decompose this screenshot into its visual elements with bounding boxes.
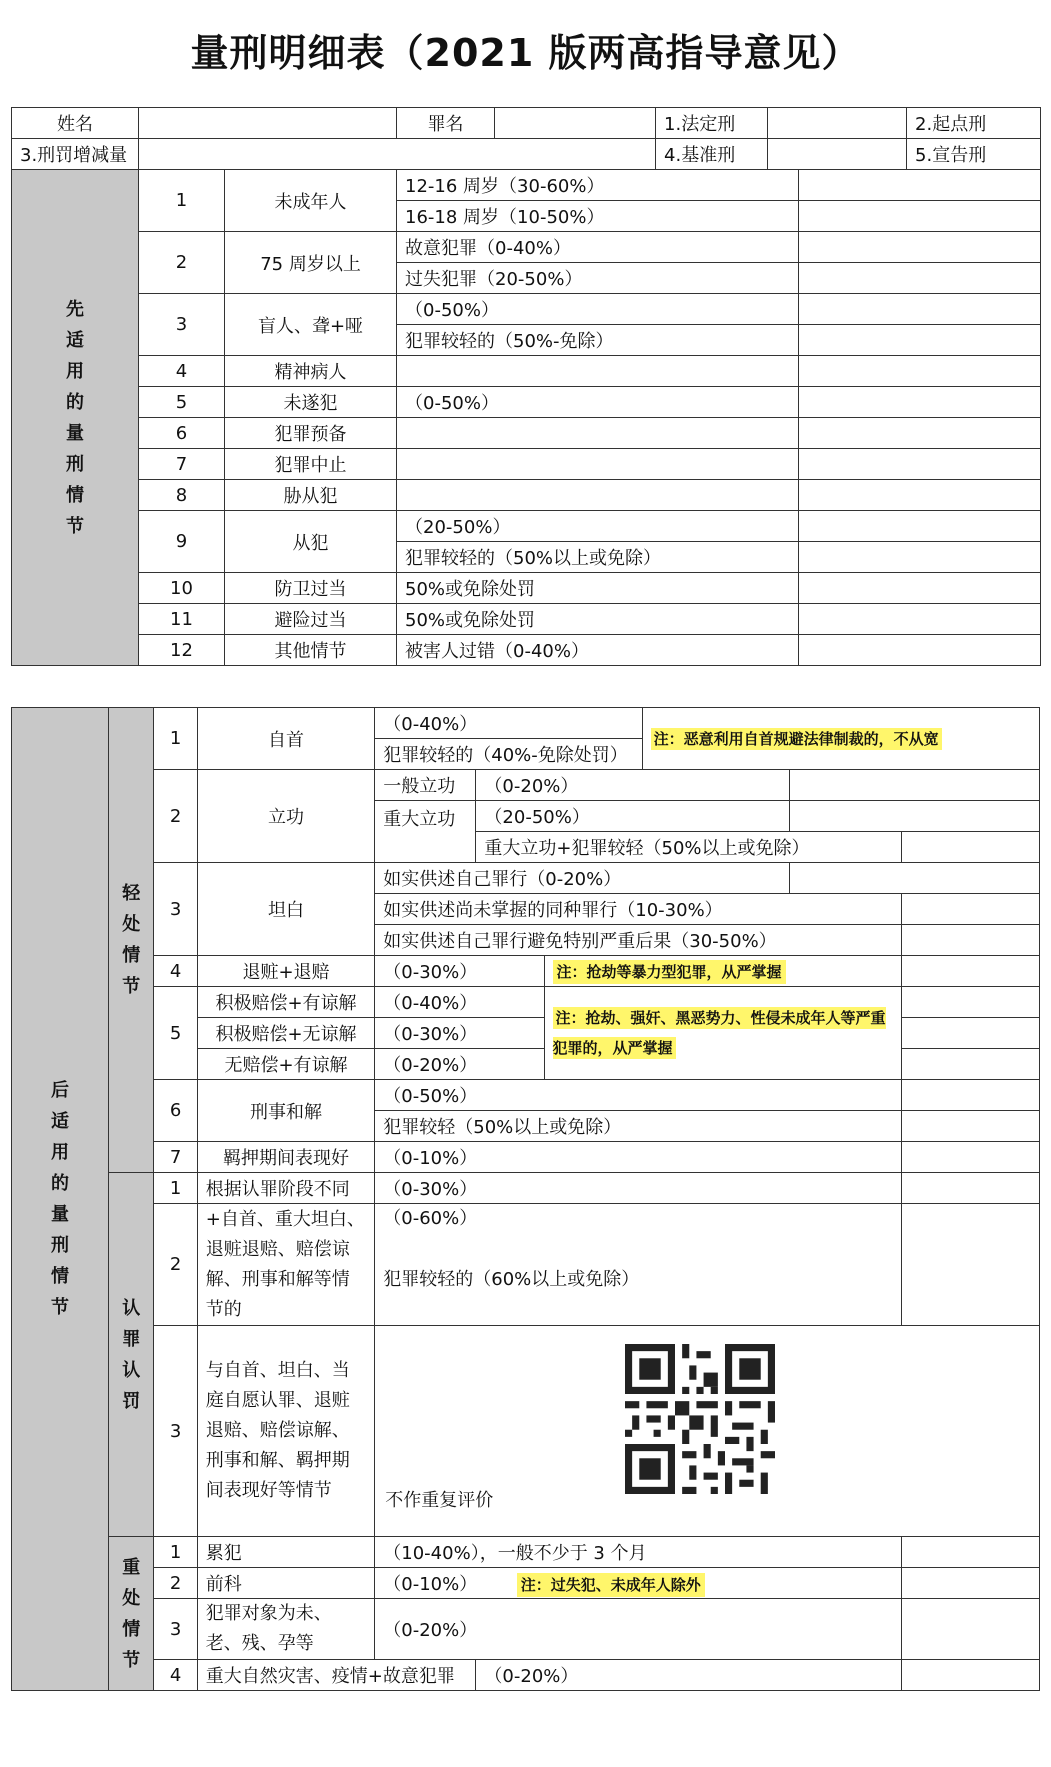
detail: （20-50%） xyxy=(476,801,790,832)
circumstance-name: 累犯 xyxy=(197,1537,375,1568)
result-cell[interactable] xyxy=(790,770,1040,801)
detail: 犯罪较轻的（50%以上或免除） xyxy=(397,542,799,573)
result-cell[interactable] xyxy=(799,170,1041,201)
adjust-value[interactable] xyxy=(139,139,656,170)
detail: 如实供述自己罪行（0-20%） xyxy=(375,863,790,894)
detail xyxy=(397,449,799,480)
result-cell[interactable] xyxy=(799,232,1041,263)
light-row-4 xyxy=(12,956,1040,987)
circumstance-name: 重大自然灾害、疫情+故意犯罪 xyxy=(197,1660,476,1691)
circumstance-name: 避险过当 xyxy=(225,604,397,635)
row-number: 2 xyxy=(139,232,225,294)
light-label: 轻处情节 xyxy=(109,708,154,1173)
heavy-row-4 xyxy=(12,1660,1040,1691)
result-cell[interactable] xyxy=(901,987,1039,1018)
result-cell[interactable] xyxy=(901,925,1039,956)
detail: 16-18 周岁（10-50%） xyxy=(397,201,799,232)
first-row-5 xyxy=(12,387,1041,418)
result-cell[interactable] xyxy=(799,325,1041,356)
detail xyxy=(397,356,799,387)
circumstance-name: 从犯 xyxy=(225,511,397,573)
detail: 12-16 周岁（30-60%） xyxy=(397,170,799,201)
heavy-detail-2 xyxy=(375,1568,901,1599)
light-row-5a xyxy=(12,987,1040,1018)
heavy-row-1 xyxy=(12,1537,1040,1568)
detail: 一般立功 xyxy=(375,770,476,801)
circumstance-name: 未成年人 xyxy=(225,170,397,232)
row-number: 1 xyxy=(154,708,197,770)
first-row-10 xyxy=(12,573,1041,604)
heavy-row-2 xyxy=(12,1568,1040,1599)
light-row-2a xyxy=(12,770,1040,801)
circumstance-name: 犯罪对象为未、老、残、孕等 xyxy=(197,1599,375,1660)
detail: 50%或免除处罚 xyxy=(397,573,799,604)
detail: （0-20%） xyxy=(476,1660,901,1691)
detail: （0-50%） xyxy=(397,387,799,418)
row-number: 8 xyxy=(139,480,225,511)
crime-label: 罪名 xyxy=(397,108,495,139)
light-row-6a xyxy=(12,1080,1040,1111)
first-row-1a xyxy=(12,170,1041,201)
row-number: 3 xyxy=(154,1326,197,1537)
result-cell[interactable] xyxy=(790,801,1040,832)
qr-container xyxy=(375,1326,1039,1536)
row-number: 9 xyxy=(139,511,225,573)
highlight-note: 注：抢劫等暴力型犯罪，从严掌握 xyxy=(553,960,786,984)
header-row-2 xyxy=(12,139,1041,170)
detail: （0-20%） xyxy=(375,1599,901,1660)
detail: （0-30%） xyxy=(375,956,544,987)
start-label xyxy=(907,108,1041,139)
circumstance-name: 无赔偿+有谅解 xyxy=(197,1049,375,1080)
circumstance-name: 刑事和解 xyxy=(197,1080,375,1142)
row-number: 4 xyxy=(154,956,197,987)
result-cell[interactable] xyxy=(799,294,1041,325)
row-number: 2 xyxy=(154,770,197,863)
result-cell[interactable] xyxy=(799,356,1041,387)
detail: 50%或免除处罚 xyxy=(397,604,799,635)
section-first-label: 先适用的量刑情节 xyxy=(12,170,139,666)
detail: （0-50%） xyxy=(375,1080,901,1111)
result-cell[interactable] xyxy=(901,832,1039,863)
result-cell[interactable] xyxy=(901,1142,1039,1173)
after-section-table xyxy=(11,707,1040,1691)
base-label: 4.基准刑 xyxy=(656,139,768,170)
result-cell[interactable] xyxy=(799,604,1041,635)
page-title: 量刑明细表（2021 版两高指导意见） xyxy=(190,31,861,75)
detail: （0-30%） xyxy=(375,1018,544,1049)
base-value[interactable] xyxy=(768,139,907,170)
name-label: 姓名 xyxy=(12,108,139,139)
first-row-4 xyxy=(12,356,1041,387)
circumstance-name: 坦白 xyxy=(197,863,375,956)
plea-row-1 xyxy=(12,1173,1040,1204)
light-row-3a xyxy=(12,863,1040,894)
name-value[interactable] xyxy=(139,108,397,139)
row-number: 3 xyxy=(154,1599,197,1660)
circumstance-name: 积极赔偿+有谅解 xyxy=(197,987,375,1018)
result-cell[interactable] xyxy=(799,635,1041,666)
note-cell xyxy=(544,987,901,1080)
result-cell[interactable] xyxy=(901,1049,1039,1080)
heavy-label: 重处情节 xyxy=(109,1537,154,1691)
result-cell[interactable] xyxy=(901,1173,1039,1204)
result-cell[interactable] xyxy=(901,956,1039,987)
no-double-count: 不作重复评价 xyxy=(385,1490,494,1511)
detail: 过失犯罪（20-50%） xyxy=(397,263,799,294)
result-cell[interactable] xyxy=(790,863,1040,894)
detail: 如实供述尚未掌握的同种罪行（10-30%） xyxy=(375,894,901,925)
row-number: 5 xyxy=(139,387,225,418)
first-row-3a xyxy=(12,294,1041,325)
row-number: 3 xyxy=(154,863,197,956)
result-cell[interactable] xyxy=(799,263,1041,294)
detail: （0-40%） xyxy=(375,708,642,739)
qr-code-icon[interactable] xyxy=(625,1344,775,1494)
declared-label: 5.宣告刑 xyxy=(907,139,1041,170)
detail: （0-20%） xyxy=(476,770,790,801)
detail: 犯罪较轻（50%以上或免除） xyxy=(375,1111,901,1142)
circumstance-name: 退赃+退赔 xyxy=(197,956,375,987)
circumstance-name: 75 周岁以上 xyxy=(225,232,397,294)
result-cell[interactable] xyxy=(799,387,1041,418)
detail: 犯罪较轻的（50%-免除） xyxy=(397,325,799,356)
circumstance-name: 胁从犯 xyxy=(225,480,397,511)
result-cell[interactable] xyxy=(901,1080,1039,1111)
row-number: 3 xyxy=(139,294,225,356)
circumstance-name: 立功 xyxy=(197,770,375,863)
heavy-row-3 xyxy=(12,1599,1040,1660)
row-number: 4 xyxy=(139,356,225,387)
result-cell[interactable] xyxy=(799,511,1041,542)
circumstance-name: 犯罪中止 xyxy=(225,449,397,480)
sentencing-table xyxy=(11,107,1041,666)
result-cell[interactable] xyxy=(901,894,1039,925)
row-number: 7 xyxy=(139,449,225,480)
statutory-label: 1.法定刑 xyxy=(656,108,768,139)
light-row-7 xyxy=(12,1142,1040,1173)
detail xyxy=(397,480,799,511)
result-cell[interactable] xyxy=(799,449,1041,480)
result-cell[interactable] xyxy=(901,1599,1039,1660)
first-row-6 xyxy=(12,418,1041,449)
adjust-label: 3.刑罚增减量 xyxy=(12,139,139,170)
first-row-9a xyxy=(12,511,1041,542)
circumstance-name: 根据认罪阶段不同 xyxy=(197,1173,375,1204)
row-number: 4 xyxy=(154,1660,197,1691)
detail: 重大立功+犯罪较轻（50%以上或免除） xyxy=(476,832,901,863)
circumstance-name: 盲人、聋+哑 xyxy=(225,294,397,356)
circumstance-name: 羁押期间表现好 xyxy=(197,1142,375,1173)
highlight-note: 注：过失犯、未成年人除外 xyxy=(517,1573,705,1597)
detail: 重大立功 xyxy=(375,801,476,863)
detail: 被害人过错（0-40%） xyxy=(397,635,799,666)
circumstance-name: 精神病人 xyxy=(225,356,397,387)
result-cell[interactable] xyxy=(901,1018,1039,1049)
first-row-12 xyxy=(12,635,1041,666)
plea-label: 认罪认罚 xyxy=(109,1173,154,1537)
light-row-1a xyxy=(12,708,1040,739)
first-row-2a xyxy=(12,232,1041,263)
start-label-text: 2.起点刑 xyxy=(915,114,987,135)
circumstance-name: 其他情节 xyxy=(225,635,397,666)
row-number: 2 xyxy=(154,1204,197,1326)
row-number: 1 xyxy=(154,1537,197,1568)
detail xyxy=(397,418,799,449)
highlight-note: 注：恶意利用自首规避法律制裁的，不从宽 xyxy=(651,728,942,750)
row-number: 11 xyxy=(139,604,225,635)
row-number: 5 xyxy=(154,987,197,1080)
result-cell[interactable] xyxy=(799,480,1041,511)
detail: （20-50%） xyxy=(397,511,799,542)
statutory-value[interactable] xyxy=(768,108,907,139)
result-cell[interactable] xyxy=(901,1204,1039,1326)
detail: （0-10%） xyxy=(383,1574,478,1595)
row-number: 2 xyxy=(154,1568,197,1599)
first-row-11 xyxy=(12,604,1041,635)
circumstance-name: +自首、重大坦白、退赃退赔、赔偿谅解、刑事和解等情节的 xyxy=(197,1204,375,1326)
row-number: 1 xyxy=(139,170,225,232)
result-cell[interactable] xyxy=(799,542,1041,573)
circumstance-name: 前科 xyxy=(197,1568,375,1599)
row-number: 1 xyxy=(154,1173,197,1204)
circumstance-name: 积极赔偿+无谅解 xyxy=(197,1018,375,1049)
row-number: 6 xyxy=(154,1080,197,1142)
detail: 犯罪较轻的（40%-免除处罚） xyxy=(375,739,642,770)
detail: （0-40%） xyxy=(375,987,544,1018)
first-row-8 xyxy=(12,480,1041,511)
circumstance-name: 犯罪预备 xyxy=(225,418,397,449)
result-cell[interactable] xyxy=(901,1111,1039,1142)
detail: （0-60%） xyxy=(383,1208,478,1229)
crime-value[interactable] xyxy=(495,108,656,139)
circumstance-name: 与自首、坦白、当庭自愿认罪、退赃退赔、赔偿谅解、刑事和解、羁押期间表现好等情节 xyxy=(197,1326,375,1537)
result-cell[interactable] xyxy=(901,1660,1039,1691)
first-row-7 xyxy=(12,449,1041,480)
highlight-note: 注：抢劫、强奸、黑恶势力、性侵未成年人等严重犯罪的，从严掌握 xyxy=(552,1009,886,1057)
detail: （0-20%） xyxy=(375,1049,544,1080)
header-row-1 xyxy=(12,108,1041,139)
detail: （10-40%），一般不少于 3 个月 xyxy=(375,1537,901,1568)
circumstance-name: 未遂犯 xyxy=(225,387,397,418)
note-cell xyxy=(642,708,1039,770)
plea-detail-cell xyxy=(375,1204,901,1326)
circumstance-name: 防卫过当 xyxy=(225,573,397,604)
detail: （0-50%） xyxy=(397,294,799,325)
result-cell[interactable] xyxy=(799,201,1041,232)
detail: 故意犯罪（0-40%） xyxy=(397,232,799,263)
plea-row-3 xyxy=(12,1326,1040,1537)
qr-cell xyxy=(375,1326,1040,1537)
detail: （0-30%） xyxy=(375,1173,901,1204)
row-number: 7 xyxy=(154,1142,197,1173)
section-after-label: 后适用的量刑情节 xyxy=(12,708,109,1691)
detail: （0-10%） xyxy=(375,1142,901,1173)
circumstance-name: 自首 xyxy=(197,708,375,770)
result-cell[interactable] xyxy=(901,1537,1039,1568)
detail: 如实供述自己罪行避免特别严重后果（30-50%） xyxy=(375,925,901,956)
result-cell[interactable] xyxy=(901,1568,1039,1599)
detail: 犯罪较轻的（60%以上或免除） xyxy=(383,1269,640,1290)
result-cell[interactable] xyxy=(799,573,1041,604)
row-number: 10 xyxy=(139,573,225,604)
result-cell[interactable] xyxy=(799,418,1041,449)
row-number: 6 xyxy=(139,418,225,449)
row-number: 12 xyxy=(139,635,225,666)
plea-row-2 xyxy=(12,1204,1040,1326)
